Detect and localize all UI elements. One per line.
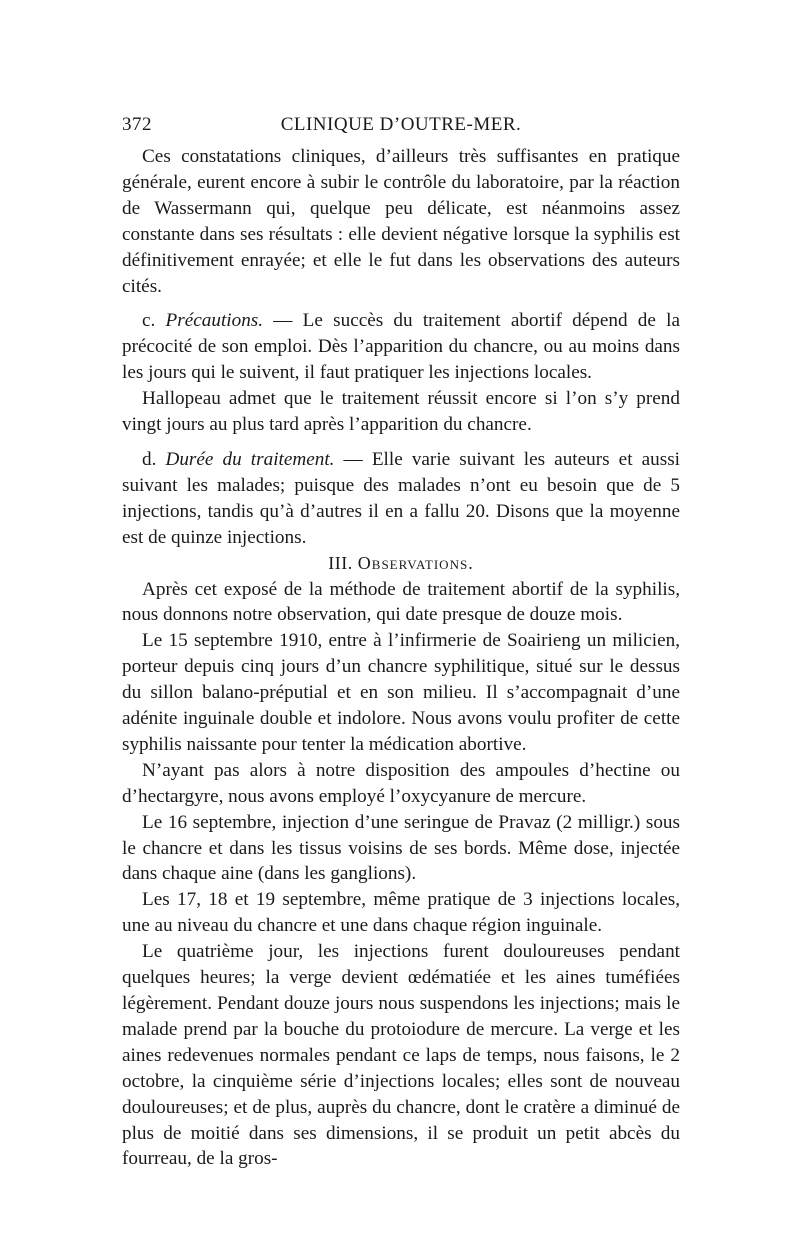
paragraph-text: Le 15 septembre 1910, entre à l’infirmerie de Soairieng un milicien, porteur depuis cinq jours d’un chancre syphilitique, situé sur le dessus du sillon balano-préputial et en son milieu. Il s’accompagnait d’une adénite inguinale double et indolore. Nous avons voulu profiter de cette syphilis naissante pour tenter la médication abortive. [122,630,680,755]
section-title [122,551,680,577]
paragraph [122,758,680,810]
paragraph-text: Le quatrième jour, les injections furent douloureuses pendant quelques heures; la verge devient œdématiée et les aines tuméfiées légèrement. Pendant douze jours nous suspendons les injections; mais le malade prend par la bouche du protoiodure de mercure. La verge et les aines redevenues normales pendant ce laps de temps, nous faisons, le 2 octobre, la cinquième série d’injections locales; elles sont de nouveau douloureuses; et de plus, auprès du chancre, dont le cratère a diminué de plus de moitié dans ses dimensions, il se produit un petit abcès du fourreau, de la gros- [122,941,680,1170]
paragraph-text: Le 16 septembre, injection d’une seringue de Pravaz (2 milligr.) sous le chancre et dans les tissus voisins de ses bords. Même dose, injectée dans chaque aine (dans les ganglions). [122,811,680,885]
run-in-heading: Durée du traitement. [165,448,335,470]
section-heading: Observations. [357,552,474,573]
page-header [122,110,680,144]
paragraph-text: Les 17, 18 et 19 septembre, même pratique de 3 injections locales, une au niveau du chancre et une dans chaque région inguinale. [122,889,680,937]
paragraph-text: Après cet exposé de la méthode de traitement abortif de la syphilis, nous donnons notre observation, qui date presque de douze mois. [122,578,680,626]
paragraph [122,308,680,386]
paragraph [122,144,680,299]
paragraph [122,577,680,629]
running-title: CLINIQUE D’OUTRE-MER. [280,114,522,135]
paragraph [122,887,680,939]
paragraph [122,628,680,758]
section-number: III. [328,552,358,573]
paragraph [122,447,680,551]
paragraph-text: N’ayant pas alors à notre disposition des ampoules d’hectine ou d’hectargyre, nous avons employé l’oxycyanure de mercure. [122,759,680,807]
paragraph-lead: d. [142,448,166,470]
paragraph-text: Hallopeau admet que le traitement réussit encore si l’on s’y prend vingt jours au plus tard après l’apparition du chancre. [122,388,680,436]
paragraph-text: Ces constatations cliniques, d’ailleurs très suffisantes en pratique générale, eurent encore à subir le contrôle du laboratoire, par la réaction de Wassermann qui, quelque peu délicate, est néanmoins assez constante dans ses résultats : elle devient négative lorsque la syphilis est définitivement enrayée; et elle le fut dans les observations des auteurs cités. [122,146,680,297]
body-text [122,144,680,1172]
paragraph [122,386,680,438]
paragraph-lead: c. [142,310,166,332]
paragraph [122,939,680,1172]
book-page [122,110,680,1172]
paragraph [122,810,680,888]
run-in-heading: Précautions. [165,310,264,332]
paragraph-text: — Le succès du traitement abortif dépend de la précocité de son emploi. Dès l’apparition du chancre, ou au moins dans les jours qui le suivent, il faut pratiquer les injections locales. [122,310,680,384]
page-number: 372 [122,114,152,135]
paragraph-text: — Elle varie suivant les auteurs et aussi suivant les malades; puisque des malades n’ont eu besoin que de 5 injections, tandis qu’à d’autres il en a fallu 20. Disons que la moyenne est de quinze injections. [122,448,680,548]
